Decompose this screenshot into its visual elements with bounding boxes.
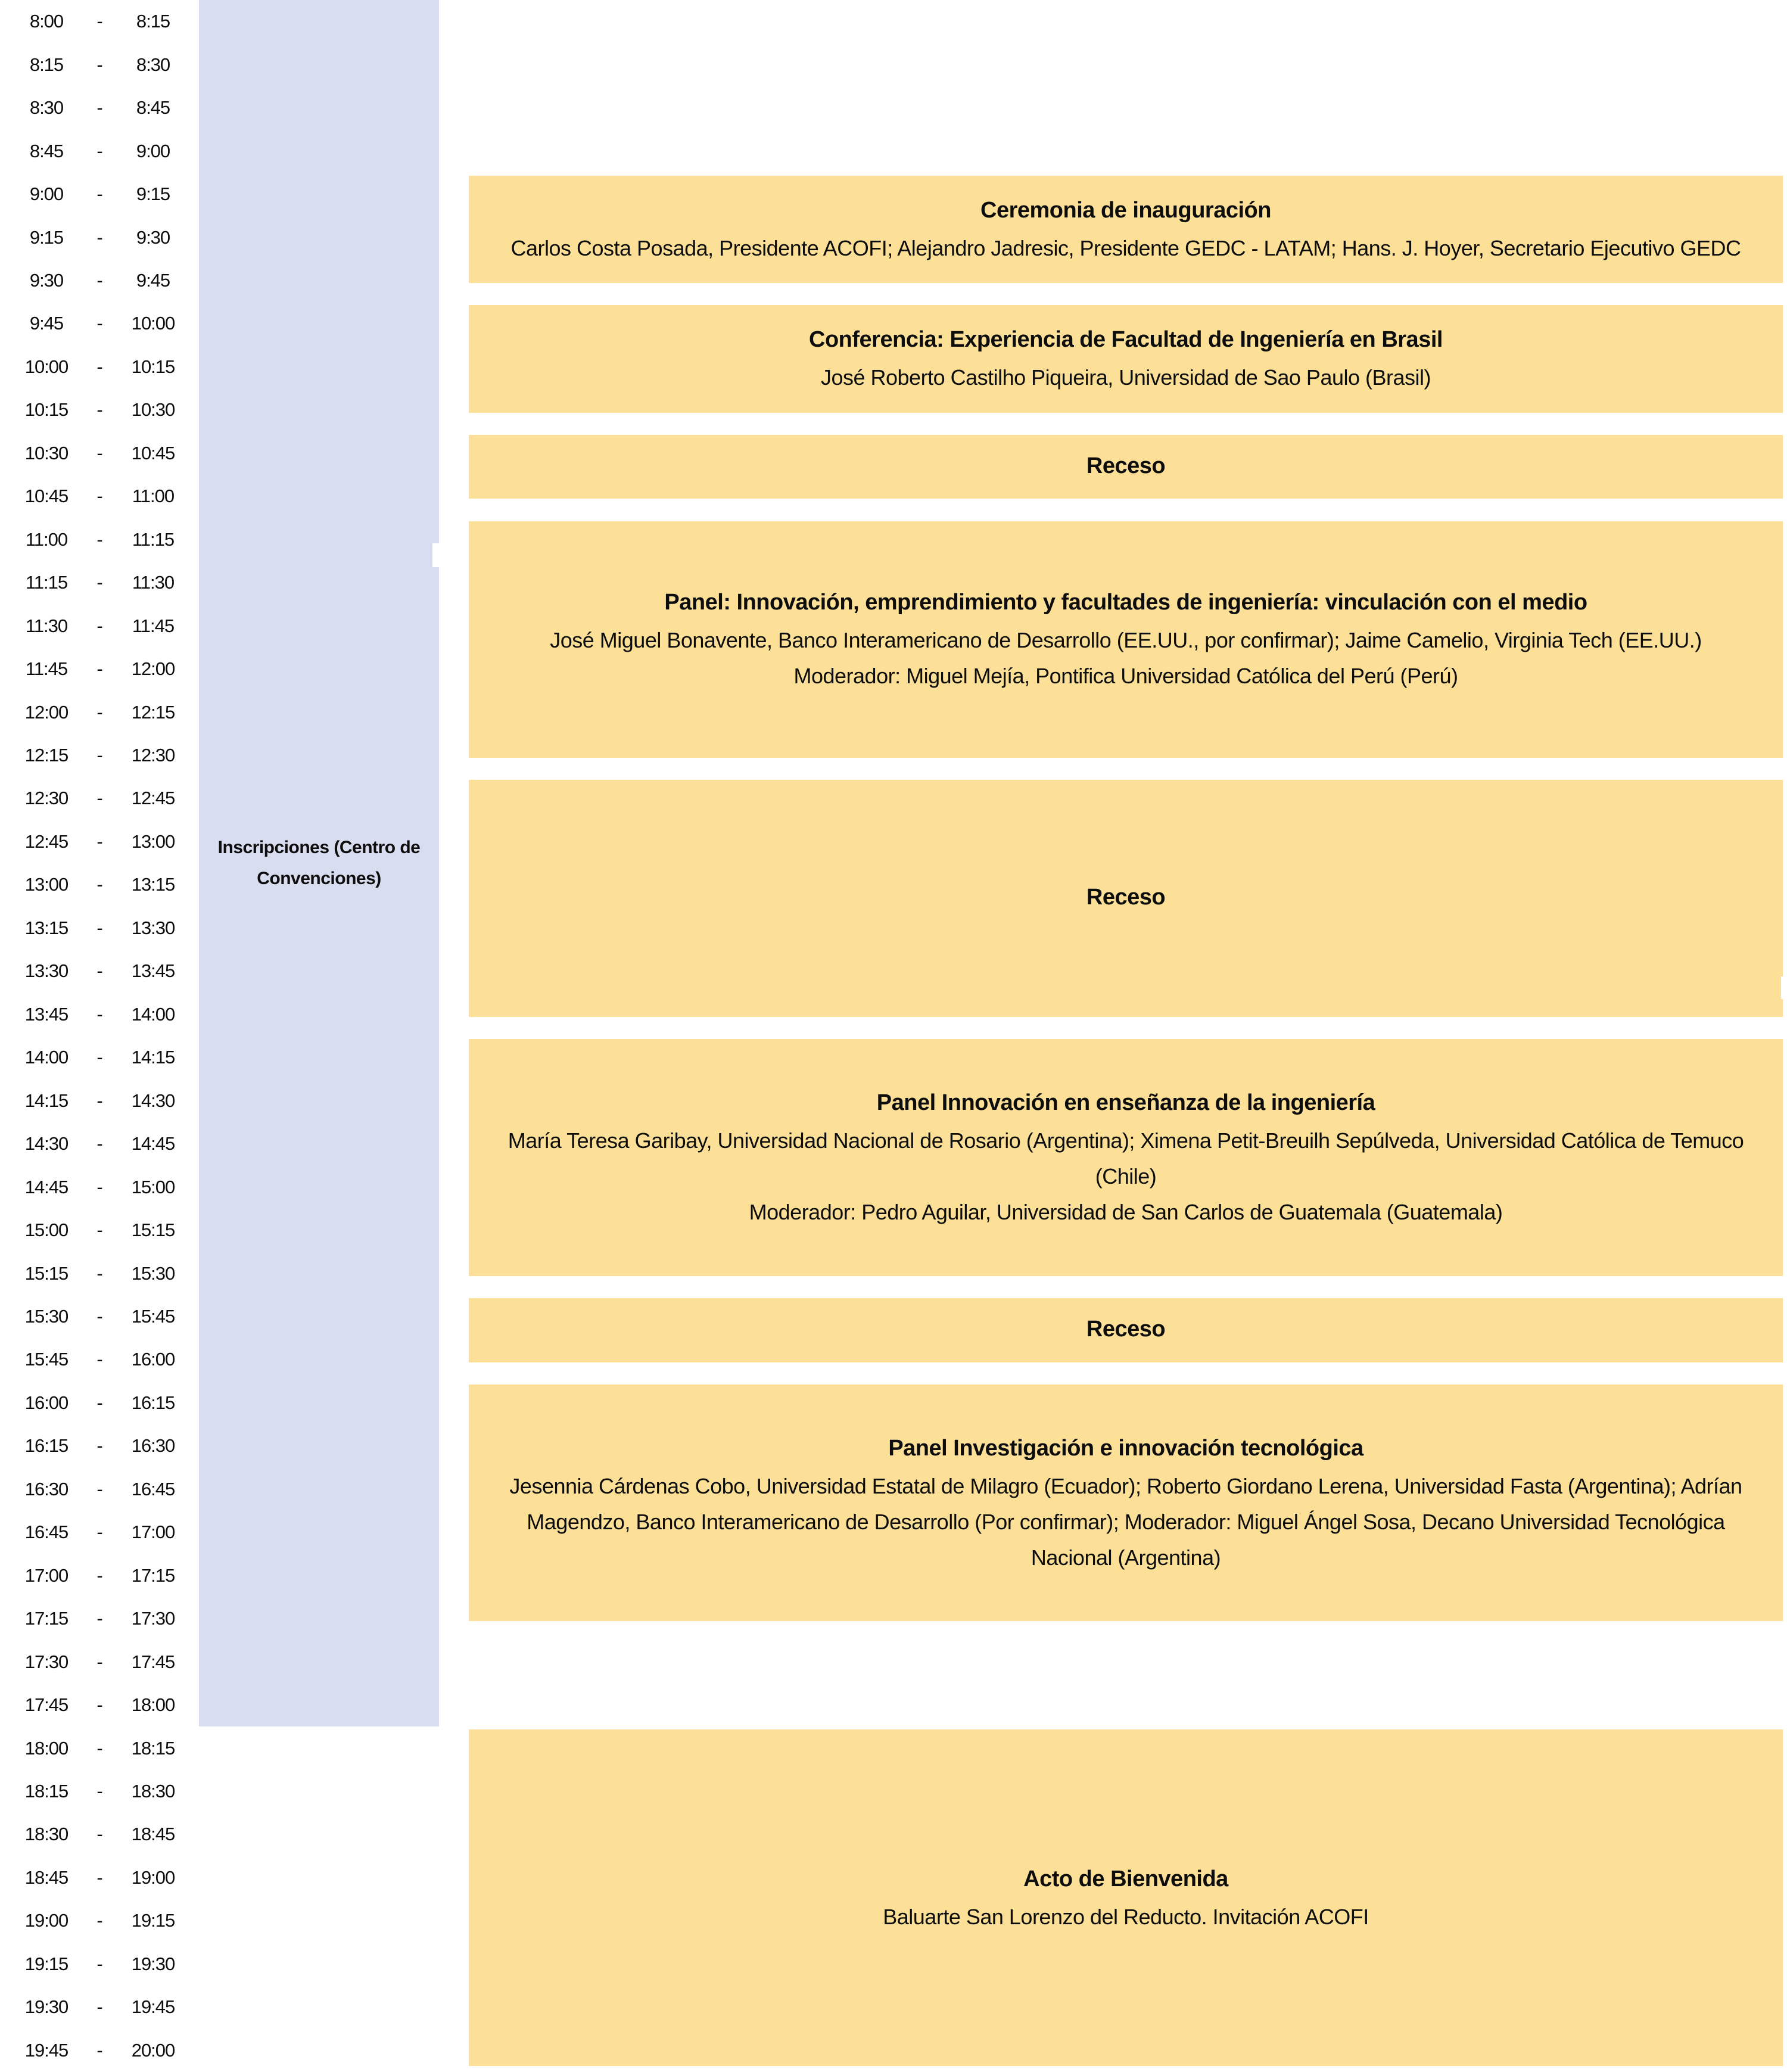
event-block — [469, 1298, 1783, 1362]
time-slot-end: 20:00 — [131, 2039, 175, 2061]
time-slot-end: 15:15 — [131, 1219, 175, 1241]
time-slot-separator: - — [96, 356, 102, 377]
time-slot-row — [11, 1986, 189, 2029]
time-slot-row — [11, 1079, 189, 1122]
time-slot-end: 15:30 — [131, 1262, 175, 1284]
time-slot-row — [11, 302, 189, 345]
event-block — [469, 435, 1783, 499]
time-slot-row — [11, 777, 189, 820]
time-slot-end: 10:15 — [131, 356, 175, 377]
time-slot-row — [11, 2029, 189, 2072]
time-slot-row — [11, 388, 189, 431]
time-slot-separator: - — [96, 615, 102, 636]
time-slot-end: 8:45 — [136, 97, 170, 119]
event-title: Panel Innovación en enseñanza de la ingeniería — [876, 1090, 1375, 1115]
time-slot-separator: - — [96, 1866, 102, 1888]
event-detail-line: José Miguel Bonavente, Banco Interamericano de Desarrollo (EE.UU., por confirmar); Jaime Camelio, Virginia Tech (EE.UU.) — [550, 628, 1702, 653]
time-slot-separator: - — [96, 54, 102, 75]
time-slot-separator: - — [96, 1608, 102, 1629]
time-slot-start: 19:15 — [24, 1953, 69, 1974]
event-block — [469, 176, 1783, 283]
time-slot-start: 13:00 — [24, 874, 69, 895]
time-slot-end: 19:00 — [131, 1866, 175, 1888]
event-title: Receso — [1086, 885, 1166, 910]
time-slot-separator: - — [96, 701, 102, 723]
time-slot-separator: - — [96, 1564, 102, 1586]
time-slot-separator: - — [96, 1392, 102, 1413]
time-slot-row — [11, 1382, 189, 1424]
time-slot-row — [11, 432, 189, 475]
time-slot-end: 13:15 — [131, 874, 175, 895]
event-block — [469, 1729, 1783, 2066]
time-slot-separator: - — [96, 1047, 102, 1068]
time-slot-start: 15:30 — [24, 1305, 69, 1327]
time-slot-end: 9:45 — [136, 269, 170, 291]
event-block — [469, 305, 1783, 412]
time-slot-row — [11, 1252, 189, 1295]
event-detail-line: José Roberto Castilho Piqueira, Universidad de Sao Paulo (Brasil) — [820, 365, 1431, 390]
time-slot-separator: - — [96, 486, 102, 507]
time-slot-row — [11, 1856, 189, 1899]
time-slot-row — [11, 0, 189, 43]
time-slot-row — [11, 43, 189, 86]
time-slot-end: 15:45 — [131, 1305, 175, 1327]
time-slot-row — [11, 1554, 189, 1597]
time-slot-row — [11, 734, 189, 777]
time-slot-separator: - — [96, 1133, 102, 1155]
time-slot-separator: - — [96, 917, 102, 938]
time-slot-end: 12:30 — [131, 745, 175, 766]
time-slot-separator: - — [96, 1953, 102, 1974]
time-slot-start: 13:45 — [24, 1003, 69, 1025]
time-slot-row — [11, 173, 189, 216]
time-slot-row — [11, 1424, 189, 1467]
time-slot-end: 12:45 — [131, 788, 175, 809]
time-slot-end: 17:00 — [131, 1522, 175, 1543]
event-detail-line: Moderador: Pedro Aguilar, Universidad de San Carlos de Guatemala (Guatemala) — [749, 1199, 1503, 1224]
time-slot-start: 10:30 — [24, 442, 69, 463]
time-slot-start: 10:45 — [24, 486, 69, 507]
time-slot-end: 18:45 — [131, 1824, 175, 1845]
render-artifact-notch — [432, 543, 440, 567]
time-slot-start: 16:00 — [24, 1392, 69, 1413]
time-slot-row — [11, 1943, 189, 1986]
time-slot-end: 16:30 — [131, 1435, 175, 1457]
time-slot-row — [11, 1726, 189, 1769]
event-title: Ceremonia de inauguración — [980, 198, 1271, 223]
time-slot-start: 14:30 — [24, 1133, 69, 1155]
render-artifact-notch — [1781, 976, 1787, 999]
time-slot-end: 17:45 — [131, 1651, 175, 1672]
time-slot-start: 18:45 — [24, 1866, 69, 1888]
time-slot-end: 16:15 — [131, 1392, 175, 1413]
time-slot-separator: - — [96, 788, 102, 809]
time-slot-end: 13:00 — [131, 830, 175, 852]
time-slot-end: 16:45 — [131, 1478, 175, 1499]
time-slot-end: 14:15 — [131, 1047, 175, 1068]
time-slot-start: 17:15 — [24, 1608, 69, 1629]
event-title: Conferencia: Experiencia de Facultad de Ingeniería en Brasil — [809, 327, 1443, 353]
time-slot-end: 10:45 — [131, 442, 175, 463]
time-slot-row — [11, 346, 189, 388]
time-slot-end: 18:30 — [131, 1781, 175, 1802]
time-slot-start: 10:15 — [24, 399, 69, 421]
time-slot-separator: - — [96, 1090, 102, 1111]
time-slot-separator: - — [96, 745, 102, 766]
time-slot-start: 11:00 — [25, 528, 68, 550]
time-slot-separator: - — [96, 97, 102, 119]
time-slot-start: 12:15 — [24, 745, 69, 766]
time-slot-end: 19:45 — [131, 1996, 175, 2018]
time-slot-row — [11, 993, 189, 1036]
time-slot-end: 11:30 — [132, 572, 175, 593]
time-slot-end: 19:30 — [131, 1953, 175, 1974]
time-slot-row — [11, 1770, 189, 1813]
event-detail-line: María Teresa Garibay, Universidad Nacional de Rosario (Argentina); Ximena Petit-Breuilh Sepúlveda, Universidad Católica de Temuco (Chile) — [508, 1128, 1744, 1189]
time-slot-end: 10:00 — [131, 313, 175, 334]
time-slot-end: 17:30 — [131, 1608, 175, 1629]
time-slot-separator: - — [96, 1349, 102, 1370]
time-slot-end: 19:15 — [131, 1910, 175, 1931]
time-slot-start: 9:45 — [29, 313, 64, 334]
time-slot-row — [11, 1899, 189, 1942]
time-slot-separator: - — [96, 1219, 102, 1241]
time-slot-start: 15:00 — [24, 1219, 69, 1241]
time-slot-row — [11, 518, 189, 561]
time-slot-end: 15:00 — [131, 1176, 175, 1197]
event-title: Receso — [1086, 1316, 1166, 1342]
time-slot-row — [11, 1036, 189, 1079]
time-slot-separator: - — [96, 399, 102, 421]
time-slot-start: 9:30 — [29, 269, 64, 291]
event-detail-line: Carlos Costa Posada, Presidente ACOFI; Alejandro Jadresic, Presidente GEDC - LATAM; Hans. J. Hoyer, Secretario Ejecutivo GEDC — [510, 236, 1741, 261]
event-detail-line: Jesennia Cárdenas Cobo, Universidad Estatal de Milagro (Ecuador); Roberto Giordano Lerena, Universidad Fasta (Argentina); Adrían Magendzo, Banco Interamericano de Desarrollo (Por confirmar); Moderador: Miguel Ángel Sosa, Decano Universidad Tecnológica Nacional (Argentina) — [509, 1473, 1742, 1570]
time-slot-start: 16:45 — [24, 1522, 69, 1543]
time-slot-separator: - — [96, 658, 102, 680]
time-slot-end: 9:15 — [136, 183, 170, 205]
time-slot-row — [11, 1813, 189, 1856]
event-detail-line: Moderador: Miguel Mejía, Pontifica Universidad Católica del Perú (Perú) — [793, 664, 1458, 689]
time-slot-end: 8:30 — [136, 54, 170, 75]
time-slot-start: 19:30 — [24, 1996, 69, 2018]
time-slot-row — [11, 820, 189, 863]
event-title: Panel Investigación e innovación tecnológica — [888, 1435, 1363, 1461]
time-slot-start: 10:00 — [24, 356, 69, 377]
time-slot-separator: - — [96, 1003, 102, 1025]
time-slot-row — [11, 690, 189, 733]
event-block — [469, 1039, 1783, 1276]
time-slot-row — [11, 604, 189, 647]
time-slot-start: 14:00 — [24, 1047, 69, 1068]
time-slot-start: 9:00 — [29, 183, 64, 205]
time-slot-separator: - — [96, 2039, 102, 2061]
time-slot-start: 8:30 — [29, 97, 64, 119]
time-slot-start: 11:15 — [25, 572, 68, 593]
event-detail-line: Baluarte San Lorenzo del Reducto. Invitación ACOFI — [883, 1904, 1369, 1929]
event-block — [469, 1385, 1783, 1622]
time-slot-row — [11, 1684, 189, 1726]
time-slot-row — [11, 1165, 189, 1208]
event-title: Panel: Innovación, emprendimiento y facultades de ingeniería: vinculación con el medio — [664, 590, 1587, 615]
time-slot-separator: - — [96, 313, 102, 334]
time-slot-row — [11, 561, 189, 604]
time-slot-start: 8:00 — [29, 11, 64, 32]
time-slot-start: 16:30 — [24, 1478, 69, 1499]
time-slot-start: 12:00 — [24, 701, 69, 723]
time-slot-end: 11:15 — [132, 528, 175, 550]
time-slot-separator: - — [96, 960, 102, 982]
time-slot-end: 14:00 — [131, 1003, 175, 1025]
time-slot-row — [11, 648, 189, 690]
time-slot-separator: - — [96, 1305, 102, 1327]
time-slot-separator: - — [96, 830, 102, 852]
time-slot-start: 18:15 — [24, 1781, 69, 1802]
time-slot-row — [11, 1511, 189, 1554]
time-slot-end: 9:00 — [136, 140, 170, 161]
time-slot-separator: - — [96, 1435, 102, 1457]
event-block — [469, 780, 1783, 1017]
event-title: Acto de Bienvenida — [1023, 1866, 1228, 1891]
time-slot-start: 12:30 — [24, 788, 69, 809]
registration-label: Inscripciones (Centro de Convenciones) — [217, 838, 421, 889]
event-title: Receso — [1086, 453, 1166, 478]
time-slot-separator: - — [96, 1910, 102, 1931]
time-slot-row — [11, 259, 189, 302]
time-slot-separator: - — [96, 269, 102, 291]
time-slot-row — [11, 863, 189, 906]
time-slot-separator: - — [96, 11, 102, 32]
time-slot-row — [11, 1209, 189, 1252]
time-slot-end: 18:00 — [131, 1694, 175, 1716]
time-slot-end: 14:45 — [131, 1133, 175, 1155]
time-slot-start: 9:15 — [29, 226, 64, 248]
time-slot-end: 10:30 — [131, 399, 175, 421]
time-slot-start: 18:30 — [24, 1824, 69, 1845]
time-slot-row — [11, 950, 189, 993]
time-slot-start: 8:15 — [29, 54, 64, 75]
time-slot-start: 15:45 — [24, 1349, 69, 1370]
time-slot-separator: - — [96, 874, 102, 895]
time-slot-separator: - — [96, 140, 102, 161]
time-slot-separator: - — [96, 1694, 102, 1716]
time-slot-separator: - — [96, 1824, 102, 1845]
time-slot-row — [11, 1640, 189, 1683]
time-slot-start: 16:15 — [24, 1435, 69, 1457]
time-slot-end: 13:45 — [131, 960, 175, 982]
time-slot-start: 11:45 — [25, 658, 68, 680]
time-slot-start: 11:30 — [25, 615, 68, 636]
time-slot-start: 14:45 — [24, 1176, 69, 1197]
time-slot-end: 11:45 — [132, 615, 175, 636]
time-slot-start: 12:45 — [24, 830, 69, 852]
time-slot-row — [11, 1338, 189, 1381]
time-slot-separator: - — [96, 442, 102, 463]
time-slot-separator: - — [96, 1478, 102, 1499]
time-slot-row — [11, 129, 189, 172]
time-slot-start: 15:15 — [24, 1262, 69, 1284]
time-slot-start: 8:45 — [29, 140, 64, 161]
time-slot-end: 12:00 — [131, 658, 175, 680]
time-slot-separator: - — [96, 572, 102, 593]
time-slot-end: 14:30 — [131, 1090, 175, 1111]
time-slot-row — [11, 907, 189, 950]
time-slot-start: 17:45 — [24, 1694, 69, 1716]
time-slot-end: 11:00 — [132, 486, 175, 507]
time-slot-end: 8:15 — [136, 11, 170, 32]
time-slot-separator: - — [96, 1522, 102, 1543]
time-slot-end: 17:15 — [131, 1564, 175, 1586]
time-slot-start: 18:00 — [24, 1737, 69, 1759]
time-slot-end: 9:30 — [136, 226, 170, 248]
time-slot-end: 16:00 — [131, 1349, 175, 1370]
time-slot-start: 13:15 — [24, 917, 69, 938]
time-slot-separator: - — [96, 1737, 102, 1759]
time-slot-row — [11, 1468, 189, 1511]
time-slot-separator: - — [96, 183, 102, 205]
time-slot-start: 14:15 — [24, 1090, 69, 1111]
time-slot-separator: - — [96, 1996, 102, 2018]
time-slot-separator: - — [96, 1651, 102, 1672]
time-slot-row — [11, 475, 189, 518]
time-slot-start: 19:45 — [24, 2039, 69, 2061]
time-slot-row — [11, 216, 189, 259]
time-slot-separator: - — [96, 1781, 102, 1802]
time-slot-end: 18:15 — [131, 1737, 175, 1759]
time-slot-row — [11, 1122, 189, 1165]
time-slot-row — [11, 1597, 189, 1640]
time-slot-separator: - — [96, 226, 102, 248]
time-slot-end: 12:15 — [131, 701, 175, 723]
time-slot-end: 13:30 — [131, 917, 175, 938]
time-slot-row — [11, 86, 189, 129]
time-slot-separator: - — [96, 1262, 102, 1284]
time-slot-start: 17:00 — [24, 1564, 69, 1586]
event-block — [469, 521, 1783, 758]
time-slot-start: 17:30 — [24, 1651, 69, 1672]
time-slot-row — [11, 1295, 189, 1338]
time-slot-separator: - — [96, 528, 102, 550]
time-slot-start: 13:30 — [24, 960, 69, 982]
registration-block — [199, 0, 439, 1726]
time-slot-start: 19:00 — [24, 1910, 69, 1931]
time-slot-separator: - — [96, 1176, 102, 1197]
